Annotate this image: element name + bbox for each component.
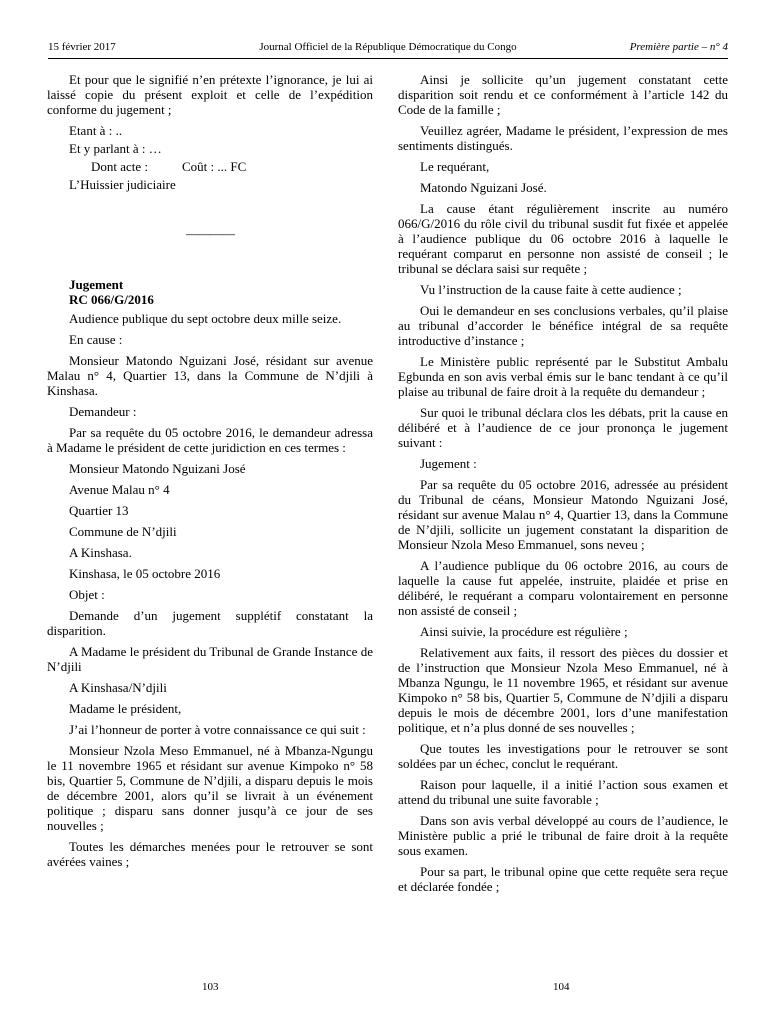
judgment-heading [47,277,373,307]
acte-label: Dont acte : [91,159,149,174]
page-header [48,40,728,59]
left-column [47,72,373,875]
header-journal-title: Journal Officiel de la République Démocratique du Congo [259,41,517,53]
paragraph: Demande d’un jugement supplétif constatant la disparition. [47,608,373,638]
paragraph: Ainsi je sollicite qu’un jugement constatant cette disparition soit rendu et ce conformément à l’article 142 du Code de la famille ; [398,72,728,117]
paragraph: Madame le président, [69,701,182,716]
paragraph: Vu l’instruction de la cause faite à cette audience ; [420,282,682,297]
acte-line [47,159,373,174]
paragraph: Monsieur Matondo Nguizani José, résidant sur avenue Malau n° 4, Quartier 13, dans la Commune de N’djili à Kinshasa. [47,353,373,398]
letter-date: Kinshasa, le 05 octobre 2016 [69,566,221,581]
address-line: Commune de N’djili [69,524,177,539]
section-separator: ———— [186,226,234,241]
intro-paragraph: Et pour que le signifié n’en prétexte l’ignorance, je lui ai laissé copie du présent exploit et celle de l’expédition conforme du jugement ; [47,72,373,117]
paragraph: Monsieur Nzola Meso Emmanuel, né à Mbanza-Ngungu le 11 novembre 1965 et résidant sur avenue Kimpoko n° 58 bis, Quartier 5, Commune de N’djili, a disparu depuis le mois de décembre 2001, alors qu’il se livrait à un événement politique ; disparu sans donner jusqu’à ce jour de ses nouvelles ; [47,743,373,833]
cout-label: Coût : ... FC [182,159,247,174]
paragraph: Le requérant, [420,159,490,174]
paragraph: A Kinshasa/N’djili [69,680,167,695]
parlant-line: Et y parlant à : … [69,141,162,156]
paragraph: Par sa requête du 05 octobre 2016, adressée au président du Tribunal de céans, Monsieur Matondo Nguizani José, résidant sur avenue Malau n° 4, Quartier 13, dans la Commune de N’djili, sollicite un jugement constatant la disparition de Monsieur Nzola Meso Emmanuel, sons neveu ; [398,477,728,552]
address-line: Avenue Malau n° 4 [69,482,170,497]
object-label: Objet : [69,587,105,602]
paragraph: Jugement : [420,456,477,471]
paragraph: Le Ministère public représenté par le Substitut Ambalu Egbunda en son avis verbal émis sur le banc tendant à ce qu’il plaise au tribunal de faire droit à la requête du demandeur ; [398,354,728,399]
address-line: A Kinshasa. [69,545,132,560]
address-line: Quartier 13 [69,503,129,518]
paragraph: Par sa requête du 05 octobre 2016, le demandeur adressa à Madame le président de cette juridiction en ces termes : [47,425,373,455]
paragraph: Oui le demandeur en ses conclusions verbales, qu’il plaise au tribunal d’accorder le bénéfice intégral de sa requête introductive d’instance ; [398,303,728,348]
paragraph: Relativement aux faits, il ressort des pièces du dossier et de l’instruction que Monsieur Nzola Meso Emmanuel, né à Mbanza Ngungu, le 11 novembre 1965, et résidant sur avenue Kimpoko n° 58 bis, Quartier 5, Commune de N’djili a disparu depuis le mois de décembre 2001, lors d’une manifestation politique, et n’a plus donné de ses nouvelles ; [398,645,728,735]
paragraph: A Madame le président du Tribunal de Grande Instance de N’djili [47,644,373,674]
paragraph: J’ai l’honneur de porter à votre connaissance ce qui suit : [69,722,366,737]
judgment-reference: RC 066/G/2016 [69,292,154,307]
paragraph: Sur quoi le tribunal déclara clos les débats, prit la cause en délibéré et à l’audience de ce jour prononça le jugement suivant : [398,405,728,450]
paragraph: Ainsi suivie, la procédure est régulière ; [420,624,628,639]
header-part: Première partie – n° 4 [629,41,728,53]
paragraph: Toutes les démarches menées pour le retrouver se sont avérées vaines ; [47,839,373,869]
judgment-title: Jugement [69,277,124,292]
paragraph: Pour sa part, le tribunal opine que cette requête sera reçue et déclarée fondée ; [398,864,728,894]
paragraph: Raison pour laquelle, il a initié l’action sous examen et attend du tribunal une suite favorable ; [398,777,728,807]
paragraph: Dans son avis verbal développé au cours de l’audience, le Ministère public a prié le tribunal de faire droit à la requête sous examen. [398,813,728,858]
paragraph: Audience publique du sept octobre deux mille seize. [69,311,342,326]
paragraph: Demandeur : [69,404,137,419]
paragraph: Matondo Nguizani José. [420,180,547,195]
paragraph: A l’audience publique du 06 octobre 2016, au cours de laquelle la cause fut appelée, instruite, plaidée et prise en délibéré, le requérant a comparu volontairement en personne non assisté de conseil ; [398,558,728,618]
page-number-left: 103 [202,981,219,993]
etant-line: Etant à : .. [69,123,123,138]
paragraph: En cause : [69,332,123,347]
paragraph: Veuillez agréer, Madame le président, l’expression de mes sentiments distingués. [398,123,728,153]
page-number-right: 104 [553,981,570,993]
paragraph: Que toutes les investigations pour le retrouver se sont soldées par un échec, conclut le requérant. [398,741,728,771]
right-column [398,72,728,900]
address-line: Monsieur Matondo Nguizani José [69,461,246,476]
header-date: 15 février 2017 [48,41,116,53]
huissier-signature: L’Huissier judiciaire [69,177,176,192]
paragraph: La cause étant régulièrement inscrite au numéro 066/G/2016 du rôle civil du tribunal susdit fut fixée et appelée à l’audience publique du 06 octobre 2016 à laquelle le requérant comparut en personne non assisté de conseil ; le tribunal se déclara saisi sur requête ; [398,201,728,276]
